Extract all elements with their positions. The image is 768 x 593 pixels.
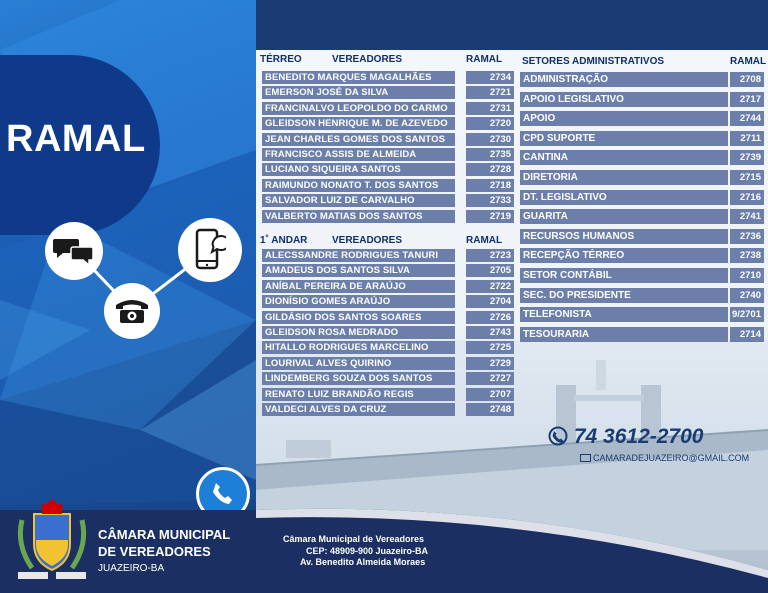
- setor-row-ext: 2744: [730, 111, 764, 126]
- setor-row-name: APOIO LEGISLATIVO: [520, 92, 728, 107]
- terreo-row-ext: 2720: [466, 117, 514, 130]
- andar1-row-name: ALECSSANDRE RODRIGUES TANURI: [262, 249, 455, 262]
- terreo-row-name: RAIMUNDO NONATO T. DOS SANTOS: [262, 179, 455, 192]
- contact-phone: [548, 425, 703, 449]
- terreo-ext-header: RAMAL: [466, 54, 503, 65]
- terreo-row-name: VALBERTO MATIAS DOS SANTOS: [262, 210, 455, 223]
- terreo-row-name: LUCIANO SIQUEIRA SANTOS: [262, 163, 455, 176]
- top-band: [256, 0, 768, 50]
- andar1-row-ext: 2743: [466, 326, 514, 339]
- andar1-row-name: ANÍBAL PEREIRA DE ARAÚJO: [262, 280, 455, 293]
- terreo-row-ext: 2731: [466, 102, 514, 115]
- address-line1: Câmara Municipal de Vereadores: [283, 534, 425, 544]
- andar1-row-ext: 2722: [466, 280, 514, 293]
- terreo-row-name: GLEIDSON HENRIQUE M. DE AZEVEDO: [262, 117, 455, 130]
- terreo-row-ext: 2734: [466, 71, 514, 84]
- terreo-row-name: JEAN CHARLES GOMES DOS SANTOS: [262, 133, 455, 146]
- terreo-row-ext: 2728: [466, 163, 514, 176]
- andar1-row-name: VALDECI ALVES DA CRUZ: [262, 403, 455, 416]
- setor-row-ext: 2714: [730, 327, 764, 342]
- page-title: RAMAL: [6, 118, 146, 160]
- setor-row-ext: 2740: [730, 288, 764, 303]
- terreo-row-ext: 2730: [466, 133, 514, 146]
- setor-row-ext: 9/2701: [730, 307, 764, 322]
- setor-row-name: SEC. DO PRESIDENTE: [520, 288, 728, 303]
- setor-row-name: GUARITA: [520, 209, 728, 224]
- andar1-row-ext: 2704: [466, 295, 514, 308]
- terreo-row-name: EMERSON JOSÉ DA SILVA: [262, 86, 455, 99]
- setor-row-ext: 2739: [730, 150, 764, 165]
- contact-email[interactable]: [580, 453, 749, 463]
- phone-circle-icon: [548, 426, 568, 446]
- setor-row-name: CPD SUPORTE: [520, 131, 728, 146]
- setor-row-name: APOIO: [520, 111, 728, 126]
- mail-icon: [580, 454, 591, 462]
- setor-row-name: RECEPÇÃO TÉRREO: [520, 248, 728, 263]
- terreo-row-ext: 2719: [466, 210, 514, 223]
- terreo-row-ext: 2735: [466, 148, 514, 161]
- andar1-row-name: GILDÁSIO DOS SANTOS SOARES: [262, 311, 455, 324]
- setor-row-ext: 2715: [730, 170, 764, 185]
- coat-of-arms-logo: [12, 500, 92, 584]
- setor-row-ext: 2738: [730, 248, 764, 263]
- smartphone-icon: [178, 218, 242, 282]
- setor-row-ext: 2716: [730, 190, 764, 205]
- setor-row-name: ADMINISTRAÇÃO: [520, 72, 728, 87]
- andar1-row-name: DIONÍSIO GOMES ARAÚJO: [262, 295, 455, 308]
- setor-row-name: SETOR CONTÁBIL: [520, 268, 728, 283]
- terreo-row-name: FRANCISCO ASSIS DE ALMEIDA: [262, 148, 455, 161]
- setor-row-name: CANTINA: [520, 150, 728, 165]
- terreo-row-ext: 2721: [466, 86, 514, 99]
- setor-row-name: TELEFONISTA: [520, 307, 728, 322]
- setor-row-ext: 2710: [730, 268, 764, 283]
- andar1-row-name: RENATO LUIZ BRANDÃO REGIS: [262, 388, 455, 401]
- telephone-icon: [104, 283, 160, 339]
- andar1-row-name: HITALLO RODRIGUES MARCELINO: [262, 341, 455, 354]
- setor-row-ext: 2711: [730, 131, 764, 146]
- setores-ext-header: RAMAL: [730, 56, 767, 67]
- andar1-row-ext: 2705: [466, 264, 514, 277]
- address-line2: CEP: 48909-900 Juazeiro-BA: [306, 546, 429, 556]
- terreo-row-name: BENEDITO MARQUES MAGALHÃES: [262, 71, 455, 84]
- setor-row-name: DT. LEGISLATIVO: [520, 190, 728, 205]
- andar1-row-ext: 2725: [466, 341, 514, 354]
- terreo-row-ext: 2733: [466, 194, 514, 207]
- andar1-ext-header: RAMAL: [466, 235, 503, 246]
- andar1-row-name: GLEIDSON ROSA MEDRADO: [262, 326, 455, 339]
- setor-row-ext: 2717: [730, 92, 764, 107]
- andar1-row-name: AMADEUS DOS SANTOS SILVA: [262, 264, 455, 277]
- terreo-role-header: VEREADORES: [332, 54, 403, 65]
- andar1-row-name: LOURIVAL ALVES QUIRINO: [262, 357, 455, 370]
- andar1-row-ext: 2727: [466, 372, 514, 385]
- andar1-row-ext: 2729: [466, 357, 514, 370]
- setores-header: SETORES ADMINISTRATIVOS: [522, 56, 665, 67]
- andar1-row-ext: 2748: [466, 403, 514, 416]
- org-city: JUAZEIRO-BA: [98, 563, 165, 574]
- setor-row-name: RECURSOS HUMANOS: [520, 229, 728, 244]
- org-name-line2: DE VEREADORES: [98, 544, 211, 559]
- chat-icon: [45, 222, 103, 280]
- terreo-row-name: FRANCINALVO LEOPOLDO DO CARMO: [262, 102, 455, 115]
- setor-row-name: DIRETORIA: [520, 170, 728, 185]
- setor-row-ext: 2741: [730, 209, 764, 224]
- setor-row-ext: 2708: [730, 72, 764, 87]
- andar1-row-ext: 2707: [466, 388, 514, 401]
- terreo-floor-header: TÉRREO: [260, 54, 302, 65]
- andar1-floor-header: 1˚ ANDAR: [260, 235, 308, 246]
- andar1-row-name: LINDEMBERG SOUZA DOS SANTOS: [262, 372, 455, 385]
- setor-row-name: TESOURARIA: [520, 327, 728, 342]
- terreo-row-ext: 2718: [466, 179, 514, 192]
- contact-phone-number: 74 3612-2700: [573, 425, 704, 448]
- contact-email-address: CAMARADEJUAZEIRO@GMAIL.COM: [593, 453, 750, 463]
- terreo-row-name: SALVADOR LUIZ DE CARVALHO: [262, 194, 455, 207]
- setor-row-ext: 2736: [730, 229, 764, 244]
- org-name-line1: CÂMARA MUNICIPAL: [98, 527, 231, 542]
- andar1-role-header: VEREADORES: [332, 235, 403, 246]
- address-line3: Av. Benedito Almeida Moraes: [300, 557, 426, 567]
- andar1-row-ext: 2723: [466, 249, 514, 262]
- andar1-row-ext: 2726: [466, 311, 514, 324]
